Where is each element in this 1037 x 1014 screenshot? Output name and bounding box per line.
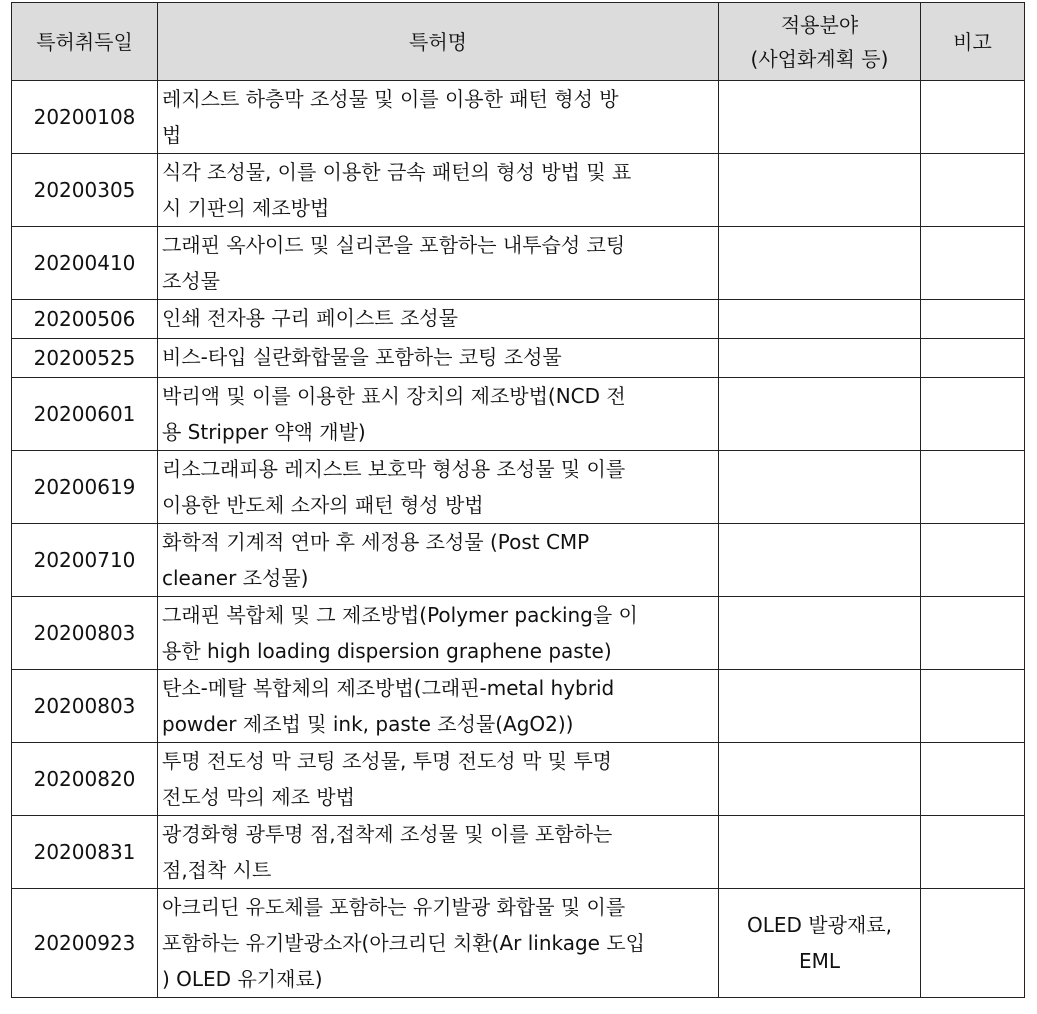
patent-date-cell: 20200410 — [12, 227, 158, 300]
application-field-cell — [719, 889, 921, 998]
patent-date-cell: 20200831 — [12, 816, 158, 889]
patent-date-cell: 20200601 — [12, 378, 158, 451]
patent-title-line: cleaner 조성물) — [162, 566, 309, 590]
application-field-line: EML — [798, 949, 841, 973]
patent-title-line: 그래핀 옥사이드 및 실리콘을 포함하는 내투습성 코팅 — [162, 233, 626, 257]
application-field-line: OLED 발광재료, — [747, 913, 892, 937]
table-row — [12, 227, 1025, 300]
patent-title-cell — [158, 816, 719, 889]
table-header — [12, 3, 1025, 81]
patent-date-cell: 20200803 — [12, 670, 158, 743]
patent-title-line: 광경화형 광투명 점,접착제 조성물 및 이를 포함하는 — [162, 822, 613, 846]
patent-title-cell — [158, 451, 719, 524]
note-cell — [921, 743, 1025, 816]
application-field-cell — [719, 300, 921, 339]
patent-table — [11, 2, 1025, 998]
patent-title-cell — [158, 81, 719, 154]
table-row — [12, 816, 1025, 889]
header-title: 특허명 — [158, 3, 719, 81]
patent-title-line: ) OLED 유기재료) — [162, 967, 323, 991]
application-field-cell — [719, 743, 921, 816]
note-cell — [921, 889, 1025, 998]
note-cell — [921, 451, 1025, 524]
patent-title-line: 탄소-메탈 복합체의 제조방법(그래핀-metal hybrid — [162, 676, 615, 700]
table-row — [12, 451, 1025, 524]
application-field-cell — [719, 597, 921, 670]
note-cell — [921, 524, 1025, 597]
patent-title-line: 용한 high loading dispersion graphene paste) — [162, 639, 612, 663]
patent-table-container — [11, 2, 1025, 998]
patent-title-line: 조성물 — [162, 269, 220, 293]
header-field-line: (사업화계획 등) — [750, 46, 889, 71]
note-cell — [921, 816, 1025, 889]
header-note: 비고 — [921, 3, 1025, 81]
patent-date-cell: 20200108 — [12, 81, 158, 154]
application-field-cell — [719, 339, 921, 378]
patent-title-line: 그래핀 복합체 및 그 제조방법(Polymer packing을 이 — [162, 603, 638, 627]
note-cell — [921, 670, 1025, 743]
note-cell — [921, 81, 1025, 154]
application-field-cell — [719, 154, 921, 227]
patent-title-cell — [158, 154, 719, 227]
patent-title-line: 전도성 막의 제조 방법 — [162, 785, 355, 809]
patent-title-cell — [158, 339, 719, 378]
patent-date-cell: 20200506 — [12, 300, 158, 339]
header-field-line: 적용분야 — [780, 12, 859, 37]
table-row — [12, 378, 1025, 451]
patent-title-cell — [158, 227, 719, 300]
table-row — [12, 524, 1025, 597]
note-cell — [921, 300, 1025, 339]
patent-title-line: 아크리딘 유도체를 포함하는 유기발광 화합물 및 이를 — [162, 895, 626, 919]
patent-title-line: 점,접착 시트 — [162, 858, 272, 882]
application-field-cell — [719, 378, 921, 451]
table-row — [12, 597, 1025, 670]
application-field-cell — [719, 81, 921, 154]
table-row — [12, 81, 1025, 154]
patent-title-cell — [158, 597, 719, 670]
patent-title-line: 용 Stripper 약액 개발) — [162, 420, 366, 444]
patent-title-cell — [158, 670, 719, 743]
patent-title-line: 비스-타입 실란화합물을 포함하는 코팅 조성물 — [162, 345, 562, 369]
application-field-cell — [719, 524, 921, 597]
table-row — [12, 743, 1025, 816]
patent-title-line: 투명 전도성 막 코팅 조성물, 투명 전도성 막 및 투명 — [162, 749, 612, 773]
table-row — [12, 154, 1025, 227]
note-cell — [921, 154, 1025, 227]
note-cell — [921, 227, 1025, 300]
table-row — [12, 339, 1025, 378]
patent-title-line: 시 기판의 제조방법 — [162, 196, 330, 220]
table-row — [12, 300, 1025, 339]
table-row — [12, 670, 1025, 743]
note-cell — [921, 597, 1025, 670]
patent-title-line: 인쇄 전자용 구리 페이스트 조성물 — [162, 306, 458, 330]
patent-title-line: 이용한 반도체 소자의 패턴 형성 방법 — [162, 493, 484, 517]
patent-date-cell: 20200803 — [12, 597, 158, 670]
patent-title-line: 식각 조성물, 이를 이용한 금속 패턴의 형성 방법 및 표 — [162, 160, 632, 184]
patent-title-cell — [158, 378, 719, 451]
header-row — [12, 3, 1025, 81]
patent-title-line: 화학적 기계적 연마 후 세정용 조성물 (Post CMP — [162, 530, 590, 554]
application-field-cell — [719, 227, 921, 300]
patent-date-cell: 20200820 — [12, 743, 158, 816]
note-cell — [921, 339, 1025, 378]
application-field-cell — [719, 816, 921, 889]
patent-date-cell: 20200923 — [12, 889, 158, 998]
note-cell — [921, 378, 1025, 451]
patent-title-line: powder 제조법 및 ink, paste 조성물(AgO2)) — [162, 712, 574, 736]
patent-date-cell: 20200525 — [12, 339, 158, 378]
patent-title-cell — [158, 889, 719, 998]
table-row — [12, 889, 1025, 998]
patent-title-cell — [158, 743, 719, 816]
table-body — [12, 81, 1025, 998]
patent-date-cell: 20200619 — [12, 451, 158, 524]
patent-date-cell: 20200305 — [12, 154, 158, 227]
patent-title-line: 리소그래피용 레지스트 보호막 형성용 조성물 및 이를 — [162, 457, 626, 481]
header-date: 특허취득일 — [12, 3, 158, 81]
patent-title-line: 박리액 및 이를 이용한 표시 장치의 제조방법(NCD 전 — [162, 384, 626, 408]
application-field-cell — [719, 670, 921, 743]
header-field — [719, 3, 921, 81]
patent-title-cell — [158, 300, 719, 339]
patent-date-cell: 20200710 — [12, 524, 158, 597]
application-field-cell — [719, 451, 921, 524]
patent-title-line: 법 — [162, 123, 182, 147]
patent-title-line: 레지스트 하층막 조성물 및 이를 이용한 패턴 형성 방 — [162, 87, 619, 111]
patent-title-cell — [158, 524, 719, 597]
patent-title-line: 포함하는 유기발광소자(아크리딘 치환(Ar linkage 도입 — [162, 931, 645, 955]
